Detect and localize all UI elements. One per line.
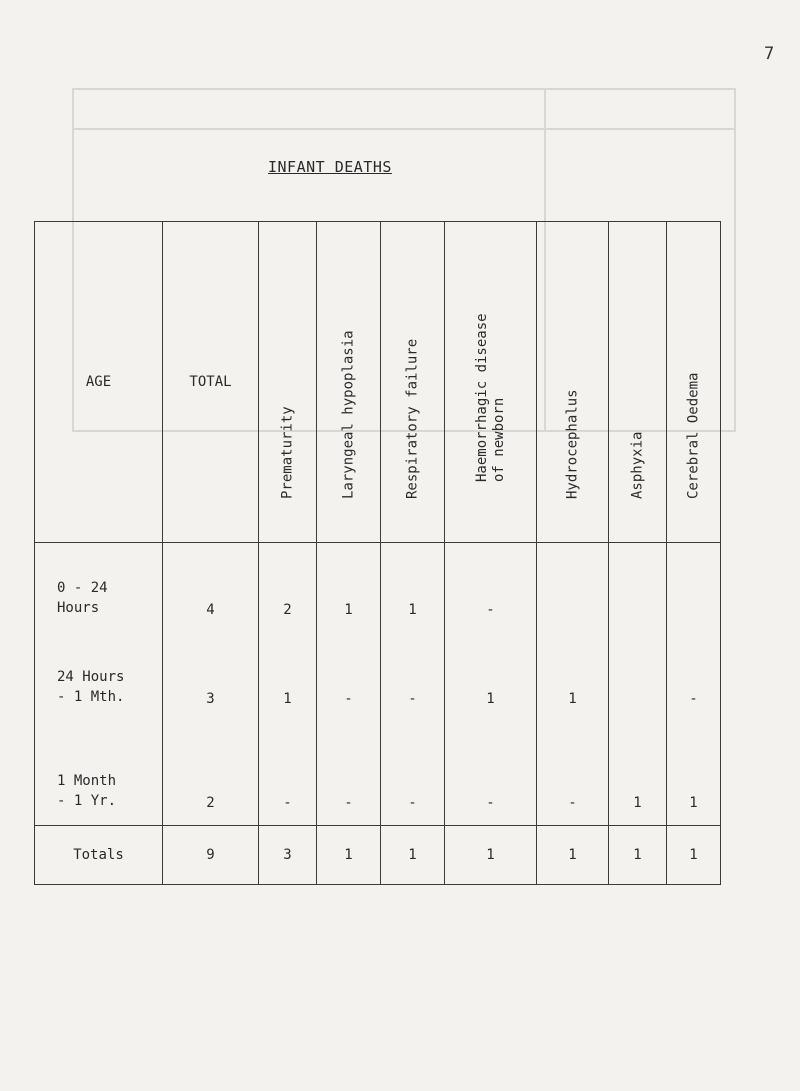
header-oedema-label: Cerebral Oedema xyxy=(685,372,701,499)
total-cell: 2 xyxy=(163,721,259,826)
haemorrhagic-cell: 1 xyxy=(445,632,537,721)
header-haemorrhagic xyxy=(445,222,537,543)
header-asphyxia xyxy=(609,222,667,543)
header-hydrocephalus-label: Hydrocephalus xyxy=(564,389,580,499)
prematurity-cell: 2 xyxy=(259,543,317,633)
page-number: 7 xyxy=(764,44,775,64)
totals-prematurity: 3 xyxy=(259,826,317,885)
age-line2: Hours xyxy=(57,600,100,616)
oedema-cell: - xyxy=(667,632,721,721)
header-respiratory xyxy=(381,222,445,543)
table-row xyxy=(35,721,721,826)
age-line1: 0 - 24 xyxy=(57,580,108,596)
haemorrhagic-cell: - xyxy=(445,543,537,633)
prematurity-cell: - xyxy=(259,721,317,826)
totals-asphyxia: 1 xyxy=(609,826,667,885)
table-row xyxy=(35,632,721,721)
totals-haemorrhagic: 1 xyxy=(445,826,537,885)
header-row xyxy=(35,222,721,543)
header-respiratory-label: Respiratory failure xyxy=(404,338,420,499)
oedema-cell xyxy=(667,543,721,633)
totals-oedema: 1 xyxy=(667,826,721,885)
prematurity-cell: 1 xyxy=(259,632,317,721)
header-total: TOTAL xyxy=(163,222,259,543)
hydrocephalus-cell: 1 xyxy=(537,632,609,721)
hydrocephalus-cell xyxy=(537,543,609,633)
totals-hydrocephalus: 1 xyxy=(537,826,609,885)
age-line2: - 1 Mth. xyxy=(57,689,125,705)
age-cell xyxy=(35,632,163,721)
header-laryngeal-label: Laryngeal hypoplasia xyxy=(340,330,356,499)
age-cell xyxy=(35,721,163,826)
header-age: AGE xyxy=(35,222,163,543)
header-haemorrhagic-line2: of newborn xyxy=(490,397,507,482)
respiratory-cell: - xyxy=(381,632,445,721)
header-prematurity-label: Prematurity xyxy=(279,406,295,499)
age-line1: 24 Hours xyxy=(57,669,125,685)
total-cell: 3 xyxy=(163,632,259,721)
header-hydrocephalus xyxy=(537,222,609,543)
haemorrhagic-cell: - xyxy=(445,721,537,826)
age-line1: 1 Month xyxy=(57,773,117,789)
totals-laryngeal: 1 xyxy=(317,826,381,885)
asphyxia-cell: 1 xyxy=(609,721,667,826)
asphyxia-cell xyxy=(609,543,667,633)
laryngeal-cell: - xyxy=(317,632,381,721)
hydrocephalus-cell: - xyxy=(537,721,609,826)
totals-row xyxy=(35,826,721,885)
table-title: INFANT DEATHS xyxy=(268,158,392,176)
oedema-cell: 1 xyxy=(667,721,721,826)
infant-deaths-table xyxy=(34,221,721,885)
header-asphyxia-label: Asphyxia xyxy=(629,431,645,499)
header-prematurity xyxy=(259,222,317,543)
totals-total: 9 xyxy=(163,826,259,885)
laryngeal-cell: 1 xyxy=(317,543,381,633)
totals-label: Totals xyxy=(35,826,163,885)
asphyxia-cell xyxy=(609,632,667,721)
header-haemorrhagic-line1: Haemorrhagic disease xyxy=(473,313,490,482)
header-haemorrhagic-label xyxy=(474,313,508,482)
totals-respiratory: 1 xyxy=(381,826,445,885)
respiratory-cell: 1 xyxy=(381,543,445,633)
laryngeal-cell: - xyxy=(317,721,381,826)
total-cell: 4 xyxy=(163,543,259,633)
age-line2: - 1 Yr. xyxy=(57,793,117,809)
table-row xyxy=(35,543,721,633)
header-oedema xyxy=(667,222,721,543)
header-laryngeal xyxy=(317,222,381,543)
respiratory-cell: - xyxy=(381,721,445,826)
age-cell xyxy=(35,543,163,633)
